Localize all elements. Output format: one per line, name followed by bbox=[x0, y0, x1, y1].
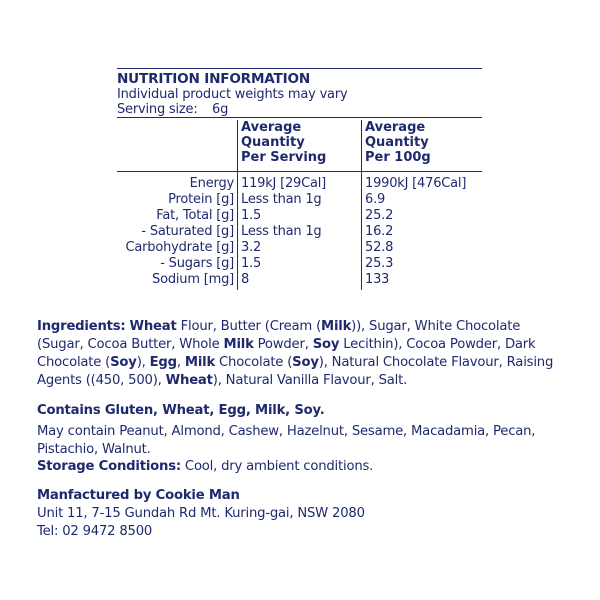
header-per-serving bbox=[237, 120, 361, 171]
manufacturer-label: Manfactured by Cookie Man bbox=[37, 488, 240, 503]
nutrient-row-fat-total bbox=[117, 208, 482, 224]
weight-note: Individual product weights may vary bbox=[117, 87, 348, 102]
manufacturer-address: Unit 11, 7-15 Gundah Rd Mt. Kuring-gai, NSW 2080 bbox=[37, 506, 365, 521]
ingredient-allergen: Wheat bbox=[129, 319, 177, 334]
manufacturer-block bbox=[37, 487, 567, 541]
header-per-serving-line1: Average Quantity bbox=[241, 120, 305, 150]
nutrient-per-100g: 25.3 bbox=[361, 256, 482, 272]
header-top-rule bbox=[117, 117, 482, 118]
ingredients-label: Ingredients: bbox=[37, 319, 126, 334]
nutrient-row-protein bbox=[117, 192, 482, 208]
ingredient-allergen: Soy bbox=[312, 337, 340, 352]
nutrient-per-serving: 119kJ [29Cal] bbox=[237, 172, 361, 192]
nutrient-per-serving: Less than 1g bbox=[237, 224, 361, 240]
ingredient-part: )), Sugar, White Chocolate (Sugar, Cocoa Butter, Whole bbox=[37, 319, 521, 352]
ingredient-allergen: Milk bbox=[184, 355, 216, 370]
ingredients-paragraph bbox=[37, 318, 567, 390]
ingredient-allergen: Milk bbox=[223, 337, 254, 352]
serving-size-value: 6g bbox=[212, 102, 229, 117]
storage-label: Storage Conditions: bbox=[37, 459, 181, 474]
ingredient-allergen: Egg bbox=[149, 355, 177, 370]
nutrient-per-serving: 3.2 bbox=[237, 240, 361, 256]
nutrient-per-100g: 6.9 bbox=[361, 192, 482, 208]
header-per-serving-line2: Per Serving bbox=[241, 150, 327, 165]
nutrition-header-row bbox=[117, 120, 482, 171]
header-blank-cell bbox=[117, 120, 237, 171]
nutrition-panel bbox=[117, 68, 482, 290]
nutrient-per-serving: 1.5 bbox=[237, 208, 361, 224]
nutrient-row-saturated bbox=[117, 224, 482, 240]
storage-value: Cool, dry ambient conditions. bbox=[180, 459, 374, 474]
may-contain-statement: May contain Peanut, Almond, Cashew, Hazelnut, Sesame, Macadamia, Pecan, Pistachio, Walnut. bbox=[37, 424, 536, 457]
ingredient-allergen: Soy bbox=[110, 355, 137, 370]
nutrient-per-serving: Less than 1g bbox=[237, 192, 361, 208]
nutrient-per-100g: 16.2 bbox=[361, 224, 482, 240]
nutrient-per-100g: 25.2 bbox=[361, 208, 482, 224]
nutrition-rows bbox=[117, 172, 482, 290]
nutrient-name: - Saturated [g] bbox=[141, 224, 234, 239]
nutrient-name: Energy bbox=[189, 176, 234, 191]
nutrient-per-100g: 52.8 bbox=[361, 240, 482, 256]
ingredient-allergen: Soy bbox=[292, 355, 319, 370]
nutrient-per-serving: 1.5 bbox=[237, 256, 361, 272]
nutrient-per-100g: 133 bbox=[361, 272, 482, 290]
ingredient-part: Chocolate ( bbox=[215, 355, 293, 370]
manufacturer-tel: Tel: 02 9472 8500 bbox=[37, 524, 153, 539]
header-per-100g-line2: Per 100g bbox=[365, 150, 431, 165]
nutrient-name: Carbohydrate [g] bbox=[125, 240, 234, 255]
top-rule bbox=[117, 68, 482, 69]
nutrient-name: Fat, Total [g] bbox=[156, 208, 234, 223]
nutrient-name: Protein [g] bbox=[168, 192, 234, 207]
nutrient-row-energy bbox=[117, 172, 482, 192]
nutrition-title: NUTRITION INFORMATION bbox=[117, 71, 311, 87]
ingredient-part: , bbox=[176, 355, 185, 370]
ingredient-allergen: Wheat bbox=[165, 373, 213, 388]
ingredient-part: Lecithin), Cocoa Powder, Dark Chocolate ( bbox=[37, 337, 536, 370]
nutrient-per-serving: 8 bbox=[237, 272, 361, 290]
ingredient-part: ), Natural Chocolate Flavour, Raising Agents ((450, 500), bbox=[37, 355, 554, 388]
nutrient-name: - Sugars [g] bbox=[160, 256, 234, 271]
ingredient-part: ), Natural Vanilla Flavour, Salt. bbox=[212, 373, 408, 388]
ingredient-part: ), bbox=[136, 355, 150, 370]
ingredient-allergen: Milk bbox=[321, 319, 352, 334]
header-per-100g bbox=[361, 120, 482, 171]
nutrient-name: Sodium [mg] bbox=[152, 272, 234, 287]
storage-conditions bbox=[37, 458, 567, 476]
ingredient-part: Flour, Butter (Cream ( bbox=[176, 319, 322, 334]
nutrient-row-sugars bbox=[117, 256, 482, 272]
nutrient-per-100g: 1990kJ [476Cal] bbox=[361, 172, 482, 192]
ingredient-part: Powder, bbox=[253, 337, 313, 352]
contains-statement: Contains Gluten, Wheat, Egg, Milk, Soy. bbox=[37, 403, 325, 418]
serving-size bbox=[117, 102, 482, 117]
header-per-100g-line1: Average Quantity bbox=[365, 120, 429, 150]
serving-size-label: Serving size: bbox=[117, 102, 198, 117]
nutrient-row-carbohydrate bbox=[117, 240, 482, 256]
nutrient-row-sodium bbox=[117, 272, 482, 290]
